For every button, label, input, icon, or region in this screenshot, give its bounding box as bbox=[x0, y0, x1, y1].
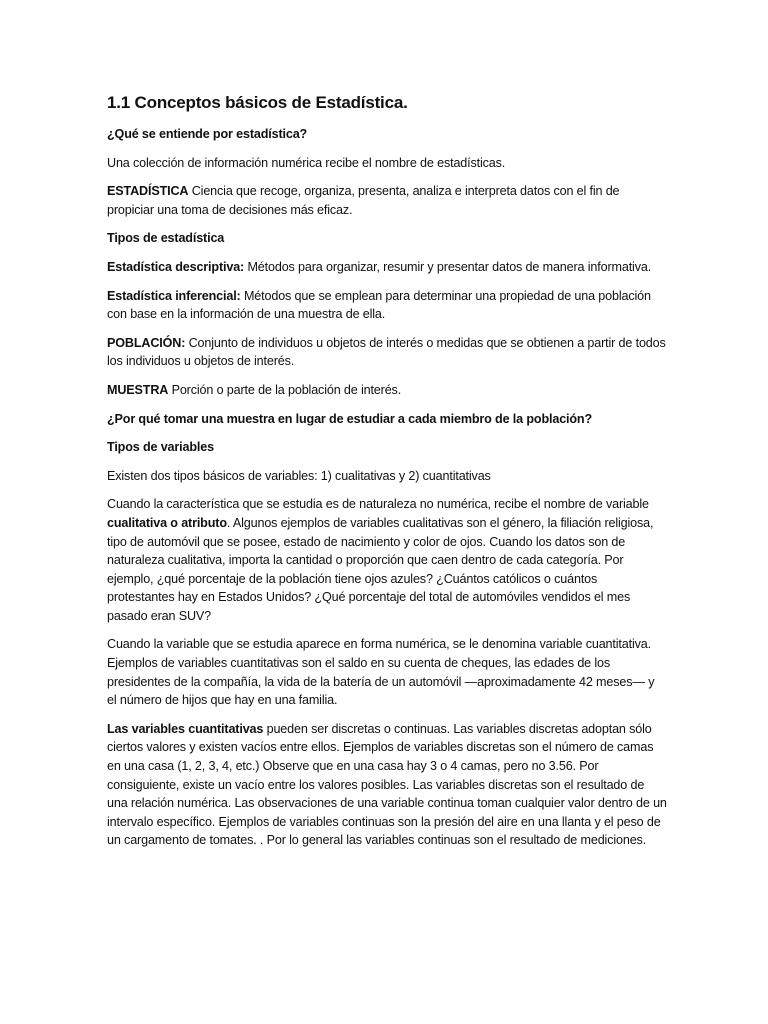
paragraph-cualitativa bbox=[107, 495, 667, 625]
paragraph-text: . Algunos ejemplos de variables cualitativas son el género, la filiación religiosa, tipo de automóvil que se posee, estado de nacimiento y color de ojos. Cuando los datos son de naturaleza cualitativa, importa la cantidad o proporción que caen dentro de cada categoría. Por ejemplo, ¿qué porcentaje de la población tiene ojos azules? ¿Cuántos católicos o cuántos protestantes hay en Estados Unidos? ¿Qué porcentaje del total de automóviles vendidos el mes pasado eran SUV? bbox=[107, 515, 654, 623]
paragraph-coleccion: Una colección de información numérica recibe el nombre de estadísticas. bbox=[107, 155, 506, 170]
definition-text: Ciencia que recoge, organiza, presenta, analiza e interpreta datos con el fin de propiciar una toma de decisiones más eficaz. bbox=[107, 184, 620, 217]
document-page bbox=[107, 92, 667, 860]
definition-muestra bbox=[107, 381, 667, 400]
paragraph-existen: Existen dos tipos básicos de variables: 1) cualitativas y 2) cuantitativas bbox=[107, 468, 491, 483]
paragraph-cuantitativa: Cuando la variable que se estudia aparece en forma numérica, se le denomina variable cuantitativa. Ejemplos de variables cuantitativas son el saldo en su cuenta de cheques, las edades de los presidentes de la compañía, la vida de la batería de un automóvil —aproximadamente 42 meses— y el número de hijos que hay en una familia. bbox=[107, 637, 655, 708]
question-muestra: ¿Por qué tomar una muestra en lugar de estudiar a cada miembro de la población? bbox=[107, 411, 593, 426]
definition-text: Métodos que se emplean para determinar una propiedad de una población con base en la información de una muestra de ella. bbox=[107, 288, 651, 322]
definition-poblacion bbox=[107, 334, 667, 371]
definition-inferencial bbox=[107, 287, 667, 324]
subheading-tipos-estadistica: Tipos de estadística bbox=[107, 231, 225, 246]
term-cualitativa: cualitativa o atributo bbox=[107, 515, 227, 530]
term-poblacion: POBLACIÓN: bbox=[107, 335, 186, 350]
term-estadistica: ESTADÍSTICA bbox=[107, 184, 189, 199]
term-descriptiva: Estadística descriptiva: bbox=[107, 259, 245, 274]
definition-text: Porción o parte de la población de interés. bbox=[168, 382, 402, 397]
question-estadistica: ¿Qué se entiende por estadística? bbox=[107, 127, 308, 141]
term-muestra: MUESTRA bbox=[107, 382, 169, 397]
paragraph-text: Cuando la característica que se estudia es de naturaleza no numérica, recibe el nombre de variable bbox=[107, 497, 649, 512]
paragraph-discretas bbox=[107, 720, 667, 850]
paragraph-text: pueden ser discretas o continuas. Las variables discretas adoptan sólo ciertos valores y existen vacíos entre ellos. Ejemplos de variables discretas son el número de camas en una casa (1, 2, 3, 4, etc.) Observe que en una casa hay 3 o 4 camas, pero no 3.56. Por consiguiente, existe un vacío entre los valores posibles. Las variables discretas son el resultado de una relación numérica. Las observaciones de una variable continua toman cualquier valor dentro de un intervalo específico. Ejemplos de variables continuas son la presión del aire en una llanta y el peso de un cargamento de tomates. . Por lo general las variables continuas son el resultado de mediciones. bbox=[107, 721, 667, 848]
definition-text: Conjunto de individuos u objetos de interés o medidas que se obtienen a partir de todos los individuos u objetos de interés. bbox=[107, 335, 666, 369]
definition-descriptiva bbox=[107, 258, 667, 277]
term-inferencial: Estadística inferencial: bbox=[107, 288, 241, 303]
section-heading: 1.1 Conceptos básicos de Estadística. bbox=[107, 93, 408, 112]
definition-estadistica bbox=[107, 182, 667, 219]
subheading-tipos-variables: Tipos de variables bbox=[107, 440, 214, 455]
term-cuantitativas: Las variables cuantitativas bbox=[107, 721, 264, 736]
definition-text: Métodos para organizar, resumir y presentar datos de manera informativa. bbox=[244, 259, 652, 274]
